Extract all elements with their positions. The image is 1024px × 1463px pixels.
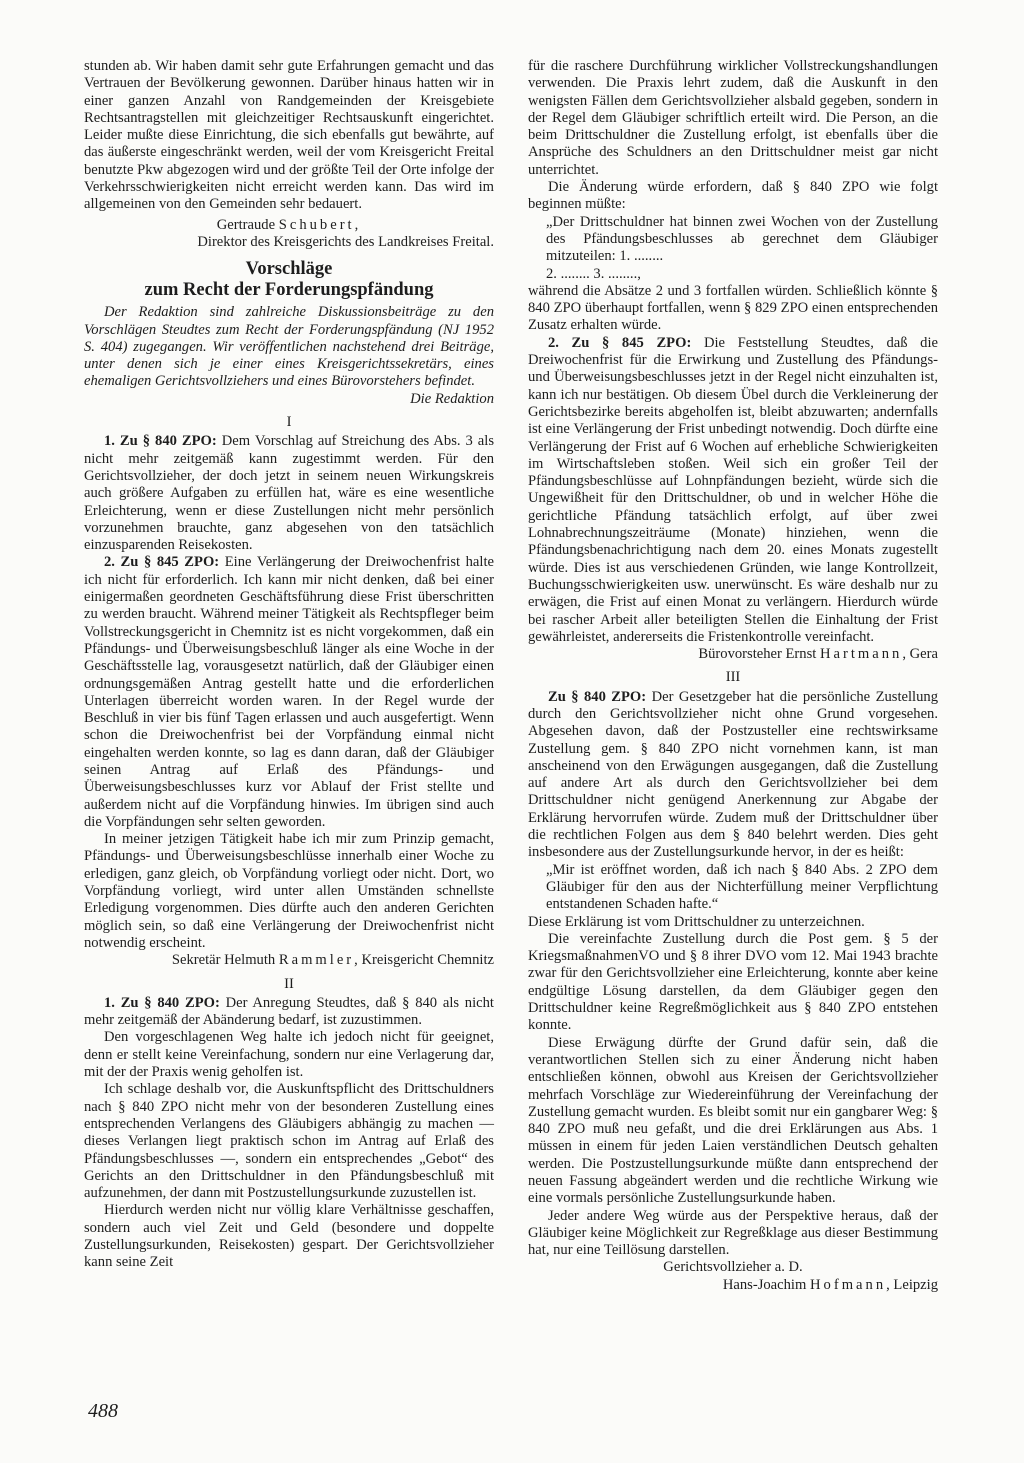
editorial-intro: Der Redaktion sind zahlreiche Diskussionsbeiträge zu den Vorschlägen Steudtes zum Recht der Forderungspfändung (NJ 1952 S. 404) zugegangen. Wir veröffentlichen nachstehend drei Beiträge, unter denen sich je einer eines Kreisgerichtssekretärs, eines ehemaligen Gerichtsvollziehers und eines Bürovorstehers befindet. Die Redaktion	[84, 304, 494, 407]
signature-rammler: Sekretär Helmuth Rammler, Kreisgericht Chemnitz	[171, 952, 494, 969]
section-iii-paragraph-1: Zu § 840 ZPO: Der Gesetzgeber hat die persönliche Zustellung durch den Gerichtsvollzieher nicht ohne Grund vorgesehen. Abgesehen davon, daß der Postzusteller eine rechtswirksame Zustellung gem. § 840 ZPO nicht vornehmen kann, ist man anscheinend von den Erwägungen ausgegangen, daß die Zustellung auf andere Art als durch den Gerichtsvollzieher bei dem Drittschuldner nicht genügend Anerkennung zur Abgabe der Erklärung hervorrufen würde. Zudem muß der Drittschuldner über die rechtlichen Folgen aus dem § 840 belehrt werden. Dies geht insbesondere aus der Zustellungsurkunde hervor, in der es heißt:	[528, 688, 938, 861]
page-number: 488	[88, 1400, 118, 1422]
section-numeral-iii: III	[725, 669, 741, 686]
article-heading: Vorschläge zum Recht der Forderungspfändung	[144, 259, 434, 301]
section-iii-paragraph-5: Jeder andere Weg würde aus der Perspektive heraus, daß der Gläubiger keine Möglichkeit zur Regreßklage aus dieser Bestimmung hat, nur eine Teillösung darstellen.	[528, 1207, 938, 1259]
signature-hofmann-title: Gerichtsvollzieher a. D.	[663, 1259, 803, 1276]
signature-hofmann: Hans-Joachim Hofmann, Leipzig	[722, 1276, 938, 1293]
signature-schubert: Gertraude Schubert,	[216, 216, 362, 233]
section-i-paragraph-2: 2. Zu § 845 ZPO: Eine Verlängerung der Dreiwochenfrist halte ich nicht für erforderlich. Ich kann mir nicht denken, daß bei einer einigermaßen geordneten Geschäftsführung diese Frist überschritten zu werden braucht. Während meiner Tätigkeit als Rechtspfleger beim Vollstreckungsgericht in Chemnitz ist es nicht vorgekommen, daß ein Pfändungs- und Überweisungsbeschluß länger als eine Woche in der Geschäftsstelle lag, vorausgesetzt natürlich, daß der Gläubiger einen ordnungsgemäßen Antrag gestellt hatte und die erforderlichen Unterlagen überreicht worden waren. In der Regel wurde der Beschluß in vier bis fünf Tagen erlassen und auch ausgefertigt. Wenn schon die Dreiwochenfrist bei der Vorpfändung einmal nicht eingehalten werden konnte, so lag es dann daran, daß der Gläubiger seinen Antrag auf Erlaß des Pfändungs- und Überweisungsbeschlusses kurz vor Ablauf der Frist stellte und außerdem nicht auf die Vorpfändung hinwies. Im übrigen sind auch die Vorpfändungen sehr selten geworden.	[84, 554, 494, 830]
section-numeral-i: I	[286, 414, 292, 431]
section-ii-paragraph-1: 1. Zu § 840 ZPO: Der Anregung Steudtes, daß § 840 als nicht mehr zeitgemäß der Abänderung bedarf, ist zuzustimmen.	[84, 994, 494, 1029]
section-ii-paragraph-2: Den vorgeschlagenen Weg halte ich jedoch nicht für geeignet, denn er stellt keine Vereinfachung, sondern nur eine Verlagerung dar, mit der der Praxis wenig geholfen ist.	[84, 1029, 494, 1081]
editorial-sign: Die Redaktion	[410, 390, 494, 407]
section-i-paragraph-1: 1. Zu § 840 ZPO: Dem Vorschlag auf Streichung des Abs. 3 als nicht mehr zeitgemäß kann zugestimmt werden. Für den Gerichtsvollzieher, der doch jetzt in seinem neuen Wirkungskreis auch größere Aufgaben zu erfüllen hat, wäre es eine wesentliche Erleichterung, wenn er diese Zustellungen nicht mehr persönlich vorzunehmen brauchte, ganz abgesehen von den tatsächlich einzusparenden Reisekosten.	[84, 433, 494, 554]
section-ii-quote-items: 2. ........ 3. ........,	[546, 265, 641, 282]
section-ii-paragraph-4: Hierdurch werden nicht nur völlig klare Verhältnisse geschaffen, sondern auch viel Zeit und Geld (besondere und doppelte Zustellungsurkunden, Reisekosten) gespart. Der Gerichtsvollzieher kann seine Zeit	[84, 1202, 494, 1271]
left-column	[84, 58, 494, 1272]
section-ii-paragraph-7: 2. Zu § 845 ZPO: Die Feststellung Steudtes, daß die Dreiwochenfrist für die Erwirkung und Zustellung des Pfändungs- und Überweisungsbeschlusses jetzt in der Regel nicht einzuhalten ist, kann ich nur bestätigen. Ob diesem Übel durch die Verkleinerung der Gerichtsbezirke bereits abgeholfen ist, bleibt abzuwarten; andernfalls ist eine Verlängerung der Frist unbedingt notwendig. Doch dürfte eine Verlängerung der Frist auf 6 Wochen auf erhebliche Schwierigkeiten im Wirtschaftsleben stoßen. Weil sich ein großer Teil der Pfändungsbeschlüsse auf Lohnpfändungen bezieht, würde sich die Ungewißheit für den Drittschuldner, ob und in welcher Höhe die gerichtliche Pfändung tatsächlich erfolgt, auf über zwei Lohnabrechnungszeiträume (Monate) hinziehen, wenn die Pfändungsbenachrichtigung nach dem 20. eines Monats zugestellt würde. Dies ist aus verschiedenen Gründen, wie lange Kontrollzeit, Buchungsschwierigkeiten usw. unerwünscht. Es wäre deshalb nur zu erwägen, die Frist auf einen Monat zu verlängern. Hierdurch würde bei rascher Arbeit aller beteiligten Stellen die Einhaltung der Frist gewährleistet, andererseits die Fristenkontrolle vereinfacht.	[528, 334, 939, 645]
section-iii-paragraph-2: Diese Erklärung ist vom Drittschuldner zu unterzeichnen.	[528, 913, 865, 930]
section-numeral-ii: II	[284, 975, 294, 992]
signature-schubert-title: Direktor des Kreisgerichts des Landkreises Freital.	[197, 233, 494, 250]
continued-paragraph: stunden ab. Wir haben damit sehr gute Erfahrungen gemacht und das Vertrauen der Bevölkerung gewonnen. Darüber hinaus hatten wir in einer ganzen Anzahl von Randgemeinden der Kreisgebiete Rechtsantragstellen mit gleichzeitiger Rechtsauskunft eingerichtet. Leider mußte diese Einrichtung, die sich ebenfalls gut bewährte, auf das äußerste eingeschränkt werden, weil der vom Kreisgericht Freital benutzte Pkw abgezogen wird und der größte Teil der Orte infolge der Verkehrsschwierigkeiten nicht erreicht werden kann. Das wird im allgemeinen von den Gemeinden sehr bedauert.	[84, 58, 494, 213]
section-i-paragraph-3: In meiner jetzigen Tätigkeit habe ich mir zum Prinzip gemacht, Pfändungs- und Überweisungsbeschlüsse innerhalb einer Woche zu erledigen, ganz gleich, ob Vorpfändung vorliegt oder nicht. Dort, wo Vorpfändung vorliegt, wird unter allen Umständen schnellste Erledigung vorgenommen. Dies dürfte auch den anderen Gerichten möglich sein, so daß eine Verlängerung der Dreiwochenfrist nicht notwendig erscheint.	[84, 831, 494, 951]
section-ii-paragraph-4-continued: für die raschere Durchführung wirklicher Vollstreckungshandlungen verwenden. Die Praxis lehrt zudem, daß die Auskunft in den wenigsten Fällen dem Gerichtsvollzieher alsbald gegeben, sondern in der Regel dem Gläubiger schriftlich erteilt wird. Die Person, an die beim Drittschuldner die Zustellung erfolgt, ist ebenfalls über die Ansprüche des Schuldners an den Drittschuldner meist gar nicht unterrichtet.	[528, 58, 938, 178]
section-ii-quote: „Der Drittschuldner hat binnen zwei Wochen von der Zustellung des Pfändungsbeschlusses ab gerechnet dem Gläubiger mitzuteilen: 1. ........	[546, 213, 938, 265]
signature-hartmann: Bürovorsteher Ernst Hartmann, Gera	[698, 646, 938, 663]
section-ii-paragraph-6: während die Absätze 2 und 3 fortfallen würden. Schließlich könnte § 840 ZPO überhaupt fortfallen, wenn § 829 ZPO einen entsprechenden Zusatz erhalten würde.	[528, 282, 938, 334]
section-iii-paragraph-3: Die vereinfachte Zustellung durch die Post gem. § 5 der KriegsmaßnahmenVO und § 8 ihrer DVO vom 12. Mai 1943 brachte zwar für den Gerichtsvollzieher eine Erleichterung, konnte aber keine endgültige Lösung darstellen, da dem Gläubiger gegen den Drittschuldner keine Regreßmöglichkeit aus § 840 ZPO entstehen konnte.	[528, 930, 938, 1034]
section-ii-paragraph-5: Die Änderung würde erfordern, daß § 840 ZPO wie folgt beginnen müßte:	[528, 179, 938, 213]
section-ii-paragraph-3: Ich schlage deshalb vor, die Auskunftspflicht des Drittschuldners nach § 840 ZPO nicht mehr von der besonderen Zustellung eines entsprechenden Verlangens des Gläubigers abhängig zu machen — dieses Verlangen liegt praktisch schon im Antrag auf Erlaß des Pfändungsbeschlusses —, sondern ein entsprechendes „Gebot“ des Gerichts an den Drittschuldner in den Pfändungsbeschluß mit aufzunehmen, der dann mit Postzustellungsurkunde zuzustellen ist.	[84, 1081, 494, 1202]
right-column	[528, 58, 938, 1294]
section-iii-quote: „Mir ist eröffnet worden, daß ich nach § 840 Abs. 2 ZPO dem Gläubiger für den aus der Nichterfüllung meiner Verpflichtung entstandenen Schaden hafte.“	[546, 861, 938, 913]
section-iii-paragraph-4: Diese Erwägung dürfte der Grund dafür sein, daß die verantwortlichen Stellen sich zu einer Änderung nicht haben entschließen können, obwohl aus Kreisen der Gerichtsvollzieher mehrfach Vorschläge zur Wiedereinführung der Vereinfachung der Zustellung gemacht wurden. Es bleibt somit nur ein gangbarer Weg: § 840 ZPO muß neu gefaßt, und die drei Erklärungen aus Abs. 1 müssen in einem für jeden Laien verständlichen Deutsch gehalten werden. Die Postzustellungsurkunde müßte dann entsprechend der neuen Fassung abgeändert werden und die rechtliche Wirkung wie eine vormals persönliche Zustellungsurkunde haben.	[528, 1034, 938, 1207]
